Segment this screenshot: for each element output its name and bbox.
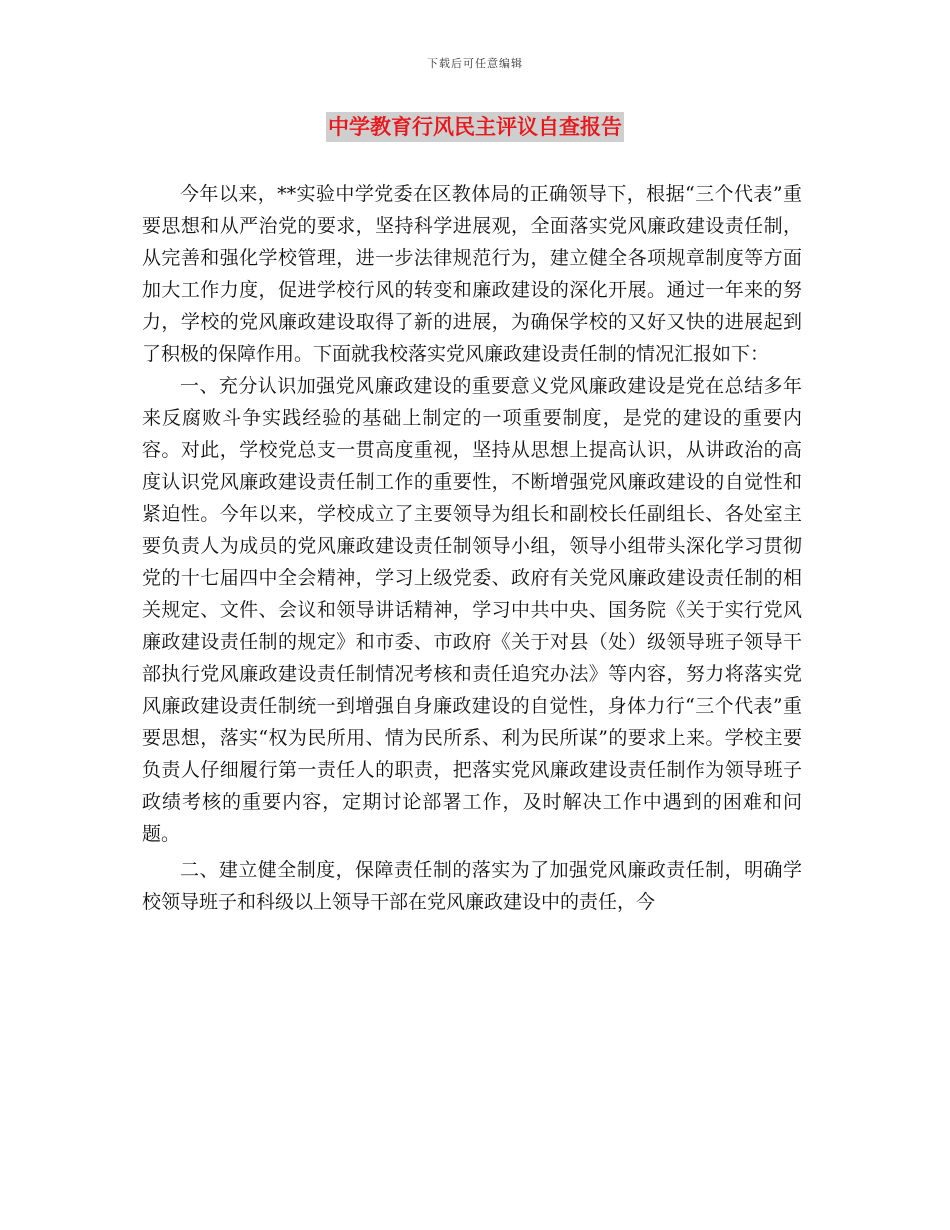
paragraph-section-one: 一、充分认识加强党风廉政建设的重要意义党风廉政建设是党在总结多年来反腐败斗争实践经验的基础上制定的一项重要制度，是党的建设的重要内容。对此，学校党总支一贯高度重视，坚持从思想上提高认识，从讲政治的高度认识党风廉政建设责任制工作的重要性，不断增强党风廉政建设的自觉性和紧迫性。今年以来，学校成立了主要领导为组长和副校长任副组长、各处室主要负责人为成员的党风廉政建设责任制领导小组，领导小组带头深化学习贯彻党的十七届四中全会精神，学习上级党委、政府有关党风廉政建设责任制的相关规定、文件、会议和领导讲话精神，学习中共中央、国务院《关于实行党风廉政建设责任制的规定》和市委、市政府《关于对县（处）级领导班子领导干部执行党风廉政建设责任制情况考核和责任追究办法》等内容，努力将落实党风廉政建设责任制统一到增强自身廉政建设的自觉性，身体力行“三个代表”重要思想，落实“权为民所用、情为民所系、利为民所谋”的要求上来。学校主要负责人仔细履行第一责任人的职责，把落实党风廉政建设责任制作为领导班子政绩考核的重要内容，定期讨论部署工作，及时解决工作中遇到的困难和问题。 <box>142 375 802 845</box>
title-area <box>0 112 950 142</box>
document-title: 中学教育行风民主评议自查报告 <box>326 112 624 142</box>
paragraph-intro: 今年以来，**实验中学党委在区教体局的正确领导下，根据“三个代表”重要思想和从严治党的要求，坚持科学进展观，全面落实党风廉政建设责任制，从完善和强化学校管理，进一步法律规范行为，建立健全各项规章制度等方面加大工作力度，促进学校行风的转变和廉政建设的深化开展。通过一年来的努力，学校的党风廉政建设取得了新的进展，为确保学校的又好又快的进展起到了积极的保障作用。下面就我校落实党风廉政建设责任制的情况汇报如下： <box>142 183 802 365</box>
paragraph-section-two: 二、建立健全制度，保障责任制的落实为了加强党风廉政责任制，明确学校领导班子和科级以上领导干部在党风廉政建设中的责任，今 <box>142 859 802 913</box>
header-note: 下载后可任意编辑 <box>427 57 523 70</box>
document-body <box>142 178 802 918</box>
